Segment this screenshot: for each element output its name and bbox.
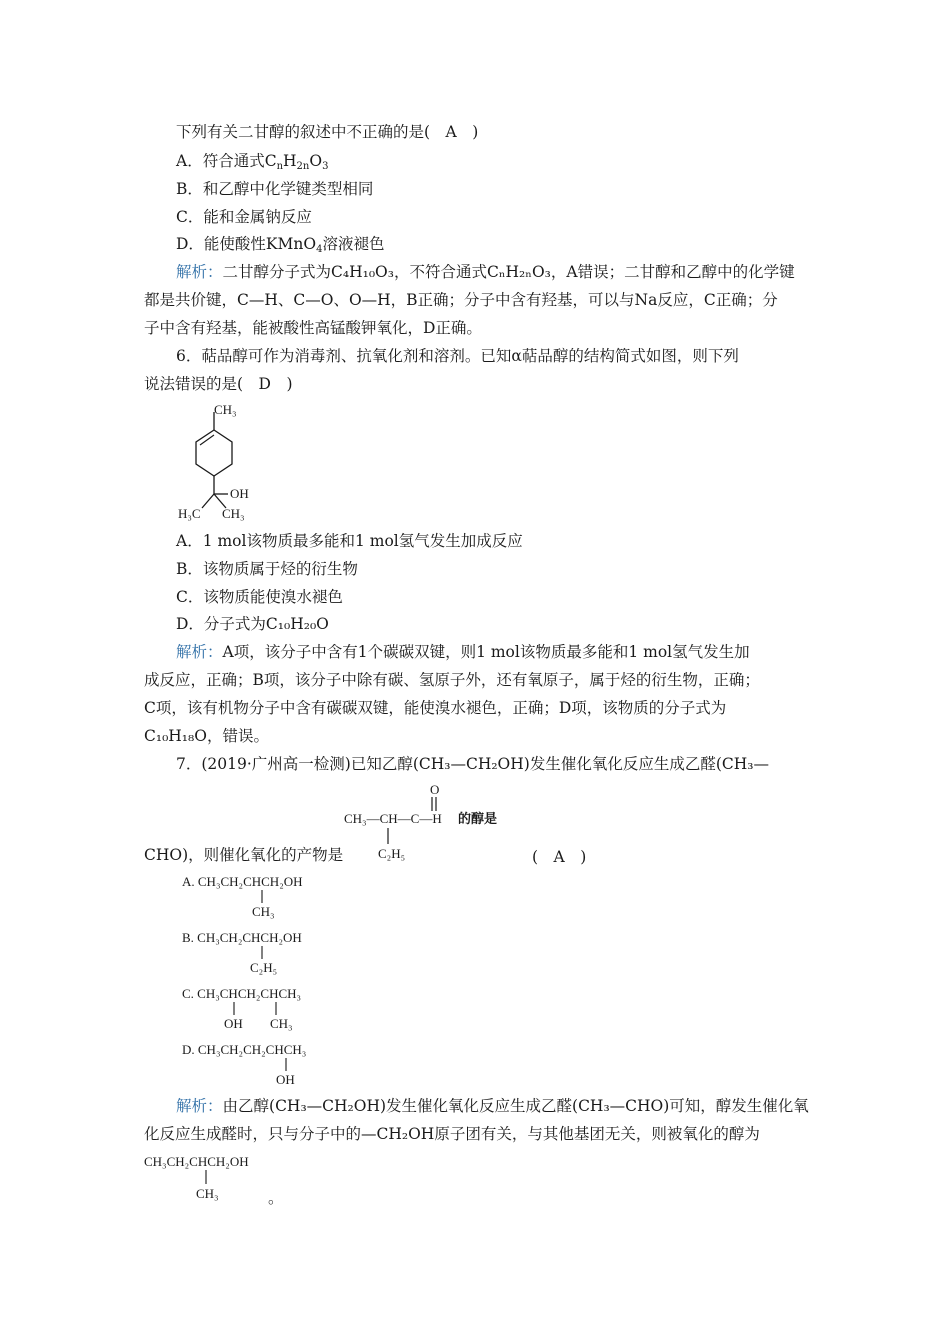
terpineol-structure [170, 398, 280, 522]
q7-option-c-branch-ch3: CH₃ [270, 1016, 293, 1031]
q6-option-a: A．1 mol该物质最多能和1 mol氢气发生加成反应 [176, 532, 523, 550]
q6-option-c: C．该物质能使溴水褪色 [176, 588, 343, 606]
q7-stem-line1: 7．(2019·广州高一检测)已知乙醇(CH₃—CH₂OH)发生催化氧化反应生成乙醛(CH₃— [176, 755, 769, 773]
structure-hydroxyl: OH [230, 486, 249, 501]
q5-option-c: C．能和金属钠反应 [176, 208, 312, 226]
explanation-label: 解析： [176, 643, 223, 661]
q7-option-d-branch: OH [276, 1072, 295, 1087]
aldehyde-structure [340, 778, 530, 862]
q7-option-c-branch-oh: OH [224, 1016, 243, 1031]
structure-left-methyl: H₃C [178, 506, 201, 521]
explanation-label: 解析： [176, 263, 223, 281]
q6-stem-line1: 6．萜品醇可作为消毒剂、抗氧化剂和溶剂。已知α萜品醇的结构简式如图，则下列 [176, 347, 739, 365]
aldehyde-suffix: 的醇是 [458, 811, 498, 826]
q7-options [176, 870, 376, 1090]
q7-stem-line2: CHO)，则催化氧化的产物是 [144, 846, 344, 864]
q7-explanation-line2: 化反应生成醛时，只与分子中的—CH₂OH原子团有关，与其他基团无关，则被氧化的醇为 [144, 1125, 760, 1143]
q6-explanation-line2: 成反应，正确；B项，该分子中除有碳、氢原子外，还有氧原子，属于烃的衍生物，正确； [144, 671, 760, 689]
q5-option-b: B．和乙醇中化学键类型相同 [176, 180, 374, 198]
q7-answer: ( A ) [532, 848, 587, 866]
q5-option-a: A．符合通式$C_nH_{2n}O_3$ [176, 152, 329, 172]
final-formula-branch: CH₃ [196, 1186, 219, 1201]
q6-option-d: D．分子式为C₁₀H₂₀O [176, 615, 329, 633]
final-formula-main: CH₃CH₂CHCH₂OH [144, 1154, 249, 1169]
q6-option-b: B．该物质属于烃的衍生物 [176, 560, 358, 578]
q6-stem-line2: 说法错误的是( D ) [144, 375, 293, 393]
q7-option-a-branch: CH₃ [252, 904, 275, 919]
structure-top-methyl: CH₃ [214, 402, 237, 417]
q7-option-c: C. CH₃CHCH₂CHCH₃ [182, 986, 302, 1001]
structure-right-methyl: CH₃ [222, 506, 245, 521]
q7-option-a: A. CH₃CH₂CHCH₂OH [182, 874, 303, 889]
q5-explanation-line2: 都是共价键，C—H、C—O、O—H，B正确；分子中含有羟基，可以与Na反应，C正确；分 [144, 291, 778, 309]
q7-option-b-branch: C₂H₅ [250, 960, 278, 975]
aldehyde-branch: C₂H₅ [378, 846, 406, 861]
final-period: 。 [268, 1189, 284, 1207]
q6-explanation-line4: C₁₀H₁₈O，错误。 [144, 727, 269, 745]
q7-option-d: D. CH₃CH₂CH₂CHCH₃ [182, 1042, 307, 1057]
q7-explanation-line1: 解析：由乙醇(CH₃—CH₂OH)发生催化氧化反应生成乙醛(CH₃—CHO)可知，醇发生催化氧 [176, 1097, 809, 1115]
q7-option-b: B. CH₃CH₂CHCH₂OH [182, 930, 302, 945]
aldehyde-main-chain: CH₃—CH—C—H [344, 811, 442, 826]
q5-option-d: D．能使酸性KMnO$_4$溶液褪色 [176, 235, 385, 255]
q6-explanation-line1: 解析：A项，该分子中含有1个碳碳双键，则1 mol该物质最多能和1 mol氢气发生加 [176, 643, 750, 661]
q5-explanation-line3: 子中含有羟基，能被酸性高锰酸钾氧化，D正确。 [144, 319, 482, 337]
explanation-label: 解析： [176, 1097, 223, 1115]
aldehyde-oxygen: O [430, 782, 440, 797]
q6-explanation-line3: C项，该有机物分子中含有碳碳双键，能使溴水褪色，正确；D项，该物质的分子式为 [144, 699, 727, 717]
q5-stem: 下列有关二甘醇的叙述中不正确的是( A ) [176, 123, 479, 141]
q5-explanation-line1: 解析：二甘醇分子式为C₄H₁₀O₃，不符合通式CₙH₂ₙO₃，A错误；二甘醇和乙醇中的化学键 [176, 263, 795, 281]
